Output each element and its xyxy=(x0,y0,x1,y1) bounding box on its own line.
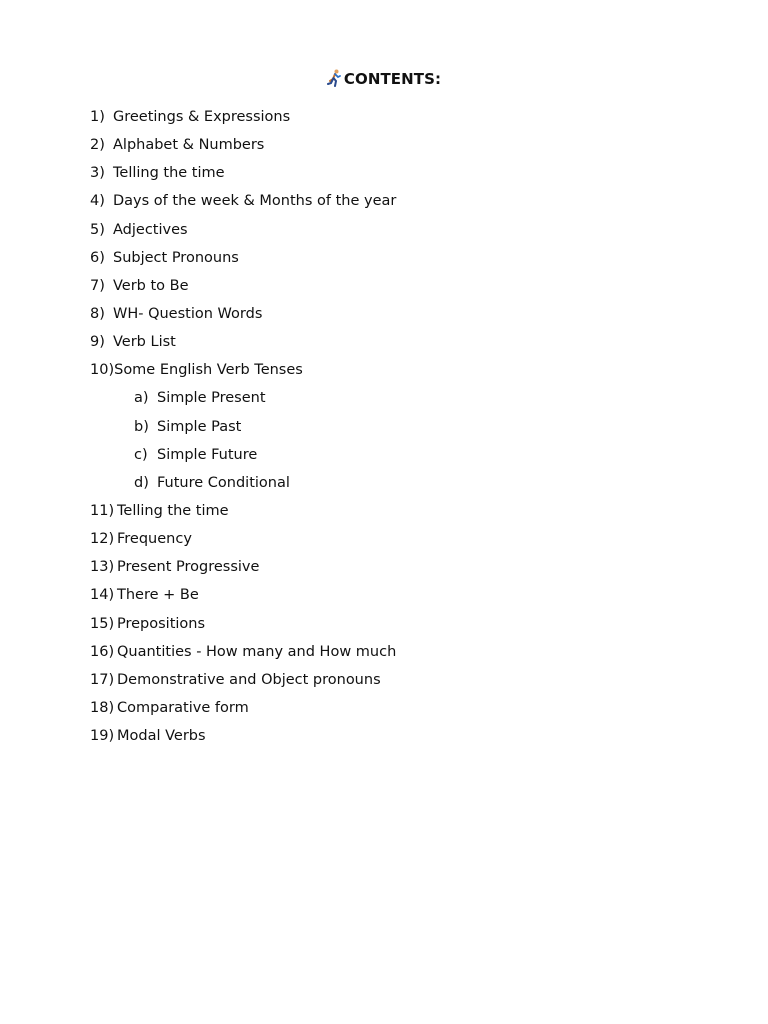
toc-item-label: Demonstrative and Object pronouns xyxy=(117,671,381,688)
toc-item-number: b) xyxy=(134,418,149,435)
toc-item xyxy=(90,385,396,413)
toc-item-label: Present Progressive xyxy=(117,559,260,576)
toc-item xyxy=(90,554,396,582)
runner-icon xyxy=(327,69,343,87)
toc-item-number: 10) xyxy=(90,362,115,379)
toc-item xyxy=(90,723,396,751)
toc-item xyxy=(90,357,396,385)
toc-item xyxy=(90,329,396,357)
toc-item-number: 3) xyxy=(90,165,105,182)
toc-item-number: c) xyxy=(134,446,148,463)
toc-item-number: 2) xyxy=(90,137,105,154)
toc-item xyxy=(90,470,396,498)
toc-item-label: Verb List xyxy=(113,334,176,351)
toc-item-label: Telling the time xyxy=(113,165,225,182)
toc-item-label: Subject Pronouns xyxy=(113,249,239,266)
toc-item-number: 16) xyxy=(90,643,115,660)
toc-item-label: Alphabet & Numbers xyxy=(113,137,265,154)
toc-item-number: 6) xyxy=(90,249,105,266)
toc-item-number: 17) xyxy=(90,671,115,688)
toc-item xyxy=(90,611,396,639)
toc-item xyxy=(90,273,396,301)
toc-item-label: Simple Past xyxy=(157,418,242,435)
toc-item-label: There + Be xyxy=(117,587,199,604)
toc-item-label: Verb to Be xyxy=(113,277,189,294)
toc-item-label: Simple Present xyxy=(157,390,266,407)
toc-item-label: Prepositions xyxy=(117,615,206,632)
toc-item-number: 8) xyxy=(90,305,105,322)
toc-item xyxy=(90,442,396,470)
toc-item-label: Adjectives xyxy=(113,221,188,238)
toc-item-number: 18) xyxy=(90,699,115,716)
toc-item xyxy=(90,132,396,160)
toc-item-number: d) xyxy=(134,474,149,491)
toc-item-number: 9) xyxy=(90,334,105,351)
toc-item-number: 13) xyxy=(90,559,115,576)
toc-item-label: Comparative form xyxy=(117,699,249,716)
toc-item xyxy=(90,188,396,216)
toc-item-label: Quantities - How many and How much xyxy=(117,643,397,660)
toc-item-number: 5) xyxy=(90,221,105,238)
toc-item-label: Greetings & Expressions xyxy=(113,109,291,125)
toc-item xyxy=(90,526,396,554)
contents-heading xyxy=(0,68,768,90)
toc-item-number: 14) xyxy=(90,587,115,604)
toc-item-label: Frequency xyxy=(117,531,192,548)
toc-item xyxy=(90,245,396,273)
toc-item-number: 4) xyxy=(90,193,105,210)
toc-item-number: 1) xyxy=(90,109,105,125)
toc-item-number: 7) xyxy=(90,277,105,294)
toc-item-label: WH- Question Words xyxy=(113,305,263,322)
toc-item-label: Telling the time xyxy=(117,502,229,519)
table-of-contents xyxy=(90,104,396,751)
toc-item xyxy=(90,301,396,329)
toc-item xyxy=(90,104,396,132)
toc-item-label: Some English Verb Tenses xyxy=(114,362,303,379)
toc-item-number: a) xyxy=(134,390,149,407)
toc-item-label: Modal Verbs xyxy=(117,728,206,745)
toc-item-number: 19) xyxy=(90,728,115,745)
contents-title: CONTENTS: xyxy=(343,70,442,88)
toc-item xyxy=(90,639,396,667)
toc-item-label: Days of the week & Months of the year xyxy=(113,193,397,210)
toc-item xyxy=(90,498,396,526)
toc-item-label: Simple Future xyxy=(157,446,258,463)
toc-item xyxy=(90,414,396,442)
toc-item xyxy=(90,695,396,723)
toc-item xyxy=(90,582,396,610)
toc-item-number: 15) xyxy=(90,615,115,632)
toc-item xyxy=(90,160,396,188)
toc-item-number: 11) xyxy=(90,502,115,519)
toc-item xyxy=(90,217,396,245)
toc-item-label: Future Conditional xyxy=(157,474,290,491)
toc-item xyxy=(90,667,396,695)
toc-item-number: 12) xyxy=(90,531,115,548)
